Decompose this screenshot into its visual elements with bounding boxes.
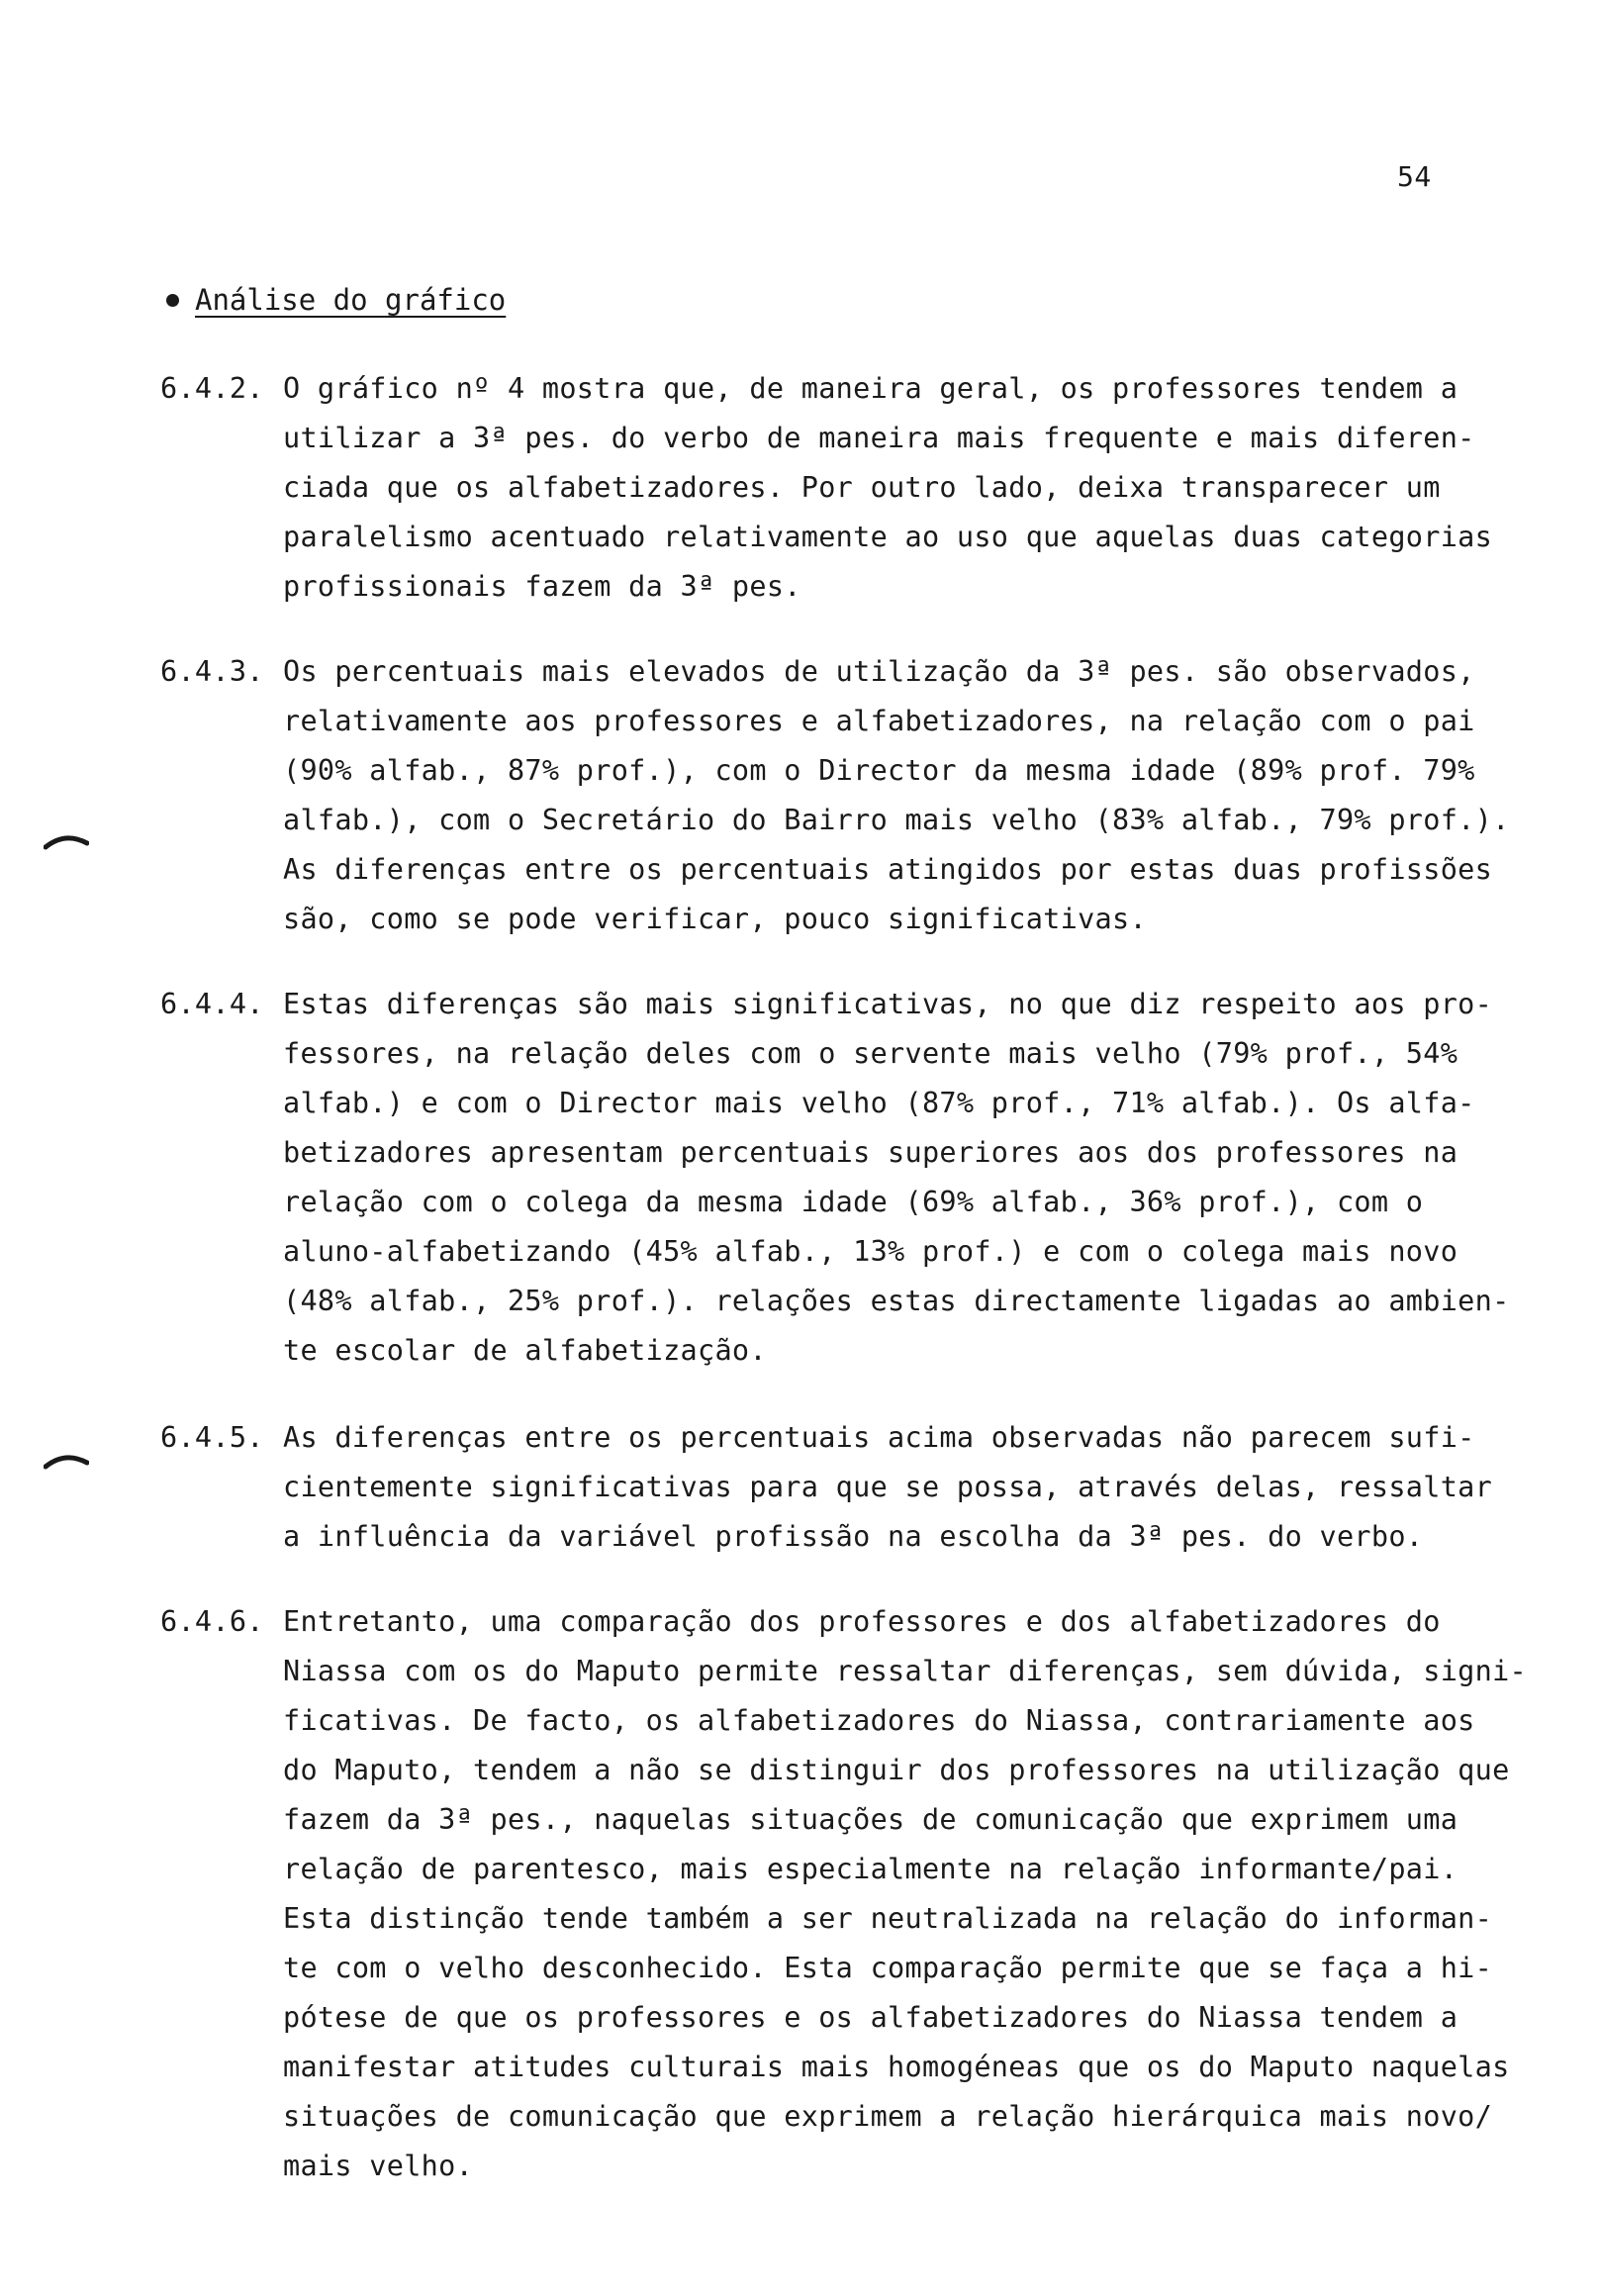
paragraph-number: 6.4.3. — [160, 655, 264, 688]
paragraph-line: Os percentuais mais elevados de utilização da 3ª pes. são observados, — [283, 655, 1475, 688]
paragraph-line: cientemente significativas para que se possa, através delas, ressaltar — [283, 1471, 1493, 1503]
paragraph-line: alfab.) e com o Director mais velho (87% prof., 71% alfab.). Os alfa- — [283, 1087, 1475, 1119]
paragraph-number: 6.4.2. — [160, 372, 264, 405]
paragraph-line: pótese de que os professores e os alfabetizadores do Niassa tendem a — [283, 2001, 1458, 2034]
paragraph-line: aluno-alfabetizando (45% alfab., 13% prof.) e com o colega mais novo — [283, 1235, 1458, 1268]
paragraph-line: O gráfico nº 4 mostra que, de maneira geral, os professores tendem a — [283, 372, 1458, 405]
section-heading-text: Análise do gráfico — [195, 283, 507, 317]
paragraph-6-4-5 — [160, 1413, 1493, 1562]
paragraph-body — [283, 980, 1510, 1376]
margin-mark-icon — [44, 1449, 89, 1471]
paragraph-line: Esta distinção tende também a ser neutralizada na relação do informan- — [283, 1902, 1493, 1935]
paragraph-line: Entretanto, uma comparação dos professores e dos alfabetizadores do — [283, 1605, 1441, 1638]
paragraph-line: situações de comunicação que exprimem a relação hierárquica mais novo/ — [283, 2100, 1493, 2133]
paragraph-body — [283, 647, 1510, 944]
paragraph-line: relação com o colega da mesma idade (69% alfab., 36% prof.), com o — [283, 1186, 1424, 1218]
paragraph-body — [283, 1597, 1528, 2191]
paragraph-line: do Maputo, tendem a não se distinguir dos professores na utilização que — [283, 1754, 1510, 1786]
paragraph-6-4-3 — [160, 647, 1510, 944]
paragraph-number: 6.4.6. — [160, 1605, 264, 1638]
paragraph-line: relação de parentesco, mais especialmente na relação informante/pai. — [283, 1853, 1458, 1885]
paragraph-line: (48% alfab., 25% prof.). relações estas directamente ligadas ao ambien- — [283, 1285, 1510, 1317]
paragraph-line: relativamente aos professores e alfabetizadores, na relação com o pai — [283, 705, 1475, 737]
paragraph-line: betizadores apresentam percentuais superiores aos dos professores na — [283, 1136, 1458, 1169]
margin-mark-icon — [44, 829, 89, 851]
paragraph-line: Niassa com os do Maputo permite ressaltar diferenças, sem dúvida, signi- — [283, 1655, 1528, 1687]
paragraph-line: ficativas. De facto, os alfabetizadores do Niassa, contrariamente aos — [283, 1704, 1475, 1737]
paragraph-line: alfab.), com o Secretário do Bairro mais velho (83% alfab., 79% prof.). — [283, 804, 1510, 836]
paragraph-6-4-4 — [160, 980, 1510, 1376]
paragraph-line: te com o velho desconhecido. Esta comparação permite que se faça a hi- — [283, 1952, 1493, 1984]
paragraph-line: são, como se pode verificar, pouco significativas. — [283, 903, 1147, 935]
paragraph-line: As diferenças entre os percentuais acima observadas não parecem sufi- — [283, 1421, 1475, 1454]
paragraph-line: profissionais fazem da 3ª pes. — [283, 570, 801, 603]
paragraph-number: 6.4.5. — [160, 1421, 264, 1454]
paragraph-6-4-2 — [160, 364, 1493, 612]
paragraph-line: te escolar de alfabetização. — [283, 1334, 767, 1367]
paragraph-line: utilizar a 3ª pes. do verbo de maneira mais frequente e mais diferen- — [283, 422, 1475, 454]
paragraph-line: a influência da variável profissão na escolha da 3ª pes. do verbo. — [283, 1520, 1424, 1553]
section-heading — [166, 283, 506, 317]
paragraph-line: Estas diferenças são mais significativas, no que diz respeito aos pro- — [283, 988, 1493, 1020]
paragraph-line: As diferenças entre os percentuais atingidos por estas duas profissões — [283, 853, 1493, 886]
paragraph-number: 6.4.4. — [160, 988, 264, 1020]
paragraph-line: ciada que os alfabetizadores. Por outro lado, deixa transparecer um — [283, 471, 1441, 504]
paragraph-line: (90% alfab., 87% prof.), com o Director da mesma idade (89% prof. 79% — [283, 754, 1475, 787]
bullet-icon — [166, 294, 179, 307]
paragraph-line: mais velho. — [283, 2150, 474, 2182]
paragraph-body — [283, 364, 1493, 612]
paragraph-body — [283, 1413, 1493, 1562]
paragraph-line: manifestar atitudes culturais mais homogéneas que os do Maputo naquelas — [283, 2051, 1510, 2083]
page-number: 54 — [1397, 160, 1432, 193]
paragraph-6-4-6 — [160, 1597, 1528, 2191]
paragraph-line: paralelismo acentuado relativamente ao uso que aquelas duas categorias — [283, 521, 1493, 553]
paragraph-line: fazem da 3ª pes., naquelas situações de comunicação que exprimem uma — [283, 1803, 1458, 1836]
paragraph-line: fessores, na relação deles com o servente mais velho (79% prof., 54% — [283, 1037, 1458, 1070]
